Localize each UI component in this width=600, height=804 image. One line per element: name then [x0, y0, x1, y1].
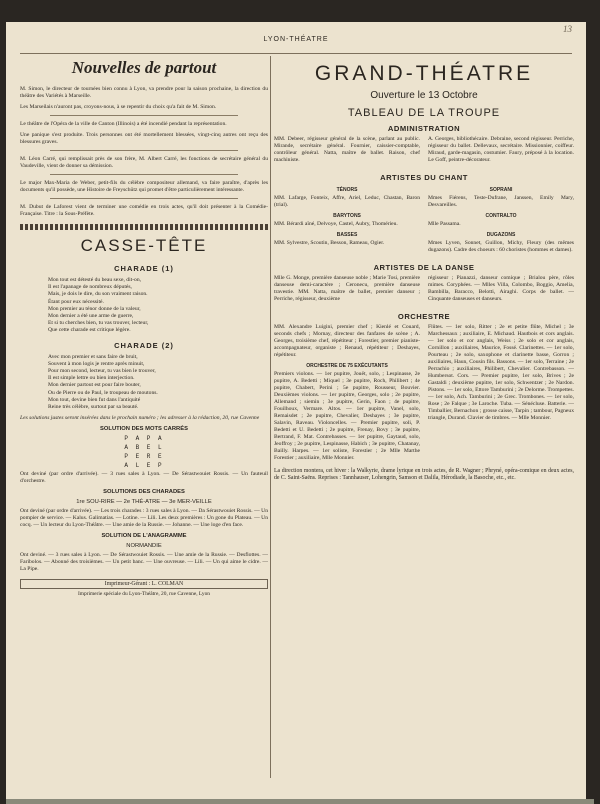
- admin-right: A. Georges, bibliothécaire. Debraine, second régisseur. Perriche, régisseur du ballet. Dellevaux, secrétaire. Missionnier, coiffeur. Miraud, garde-magasin, costumier. Faury, préposé à la location. Le Goff, peintre-décorateur.: [428, 136, 574, 163]
- separator: [50, 115, 238, 116]
- charade1-line: Il est l'apanage de nombreux députés,: [48, 284, 132, 291]
- charade2-line: Ou de Pierre ou de Paul, le troupeau de moutons.: [48, 389, 158, 396]
- danse-left: Mlle G. Monge, première danseuse noble ; Marie Tosi, première danseuse demi-caractère ; Ceronecu, première danseuse travestie. MM. Natta, maître de ballet, premier danseur ; Perriche, régisseur, deuxième: [274, 275, 420, 302]
- orchestre-columns: [274, 324, 574, 466]
- charade1-line: Étant pour eux nécessité.: [48, 298, 104, 305]
- nouvelle-paragraph: Le major Max-Maria de Weber, petit-fils du célèbre compositeur allemand, va faire paraître, d'après les documents qu'il possède, une Histoire de Freyschütz qui promet d'être particulièrement intéressante.: [20, 180, 268, 193]
- basses-list: MM. Sylvestre, Scoutin, Besson, Rameau, Ogier.: [274, 240, 385, 246]
- orchestre-detail: Premiers violons. — 1er pupitre, Jouët, solo, ; Lespinasse, 2e pupitre, A. Bedetti ; Miquel ; 3e pupitre, Roch, Philibert ; 4e pupitre, Chabert, Perini ; 5e pupitre, Rousseur, Bouvier. Deuxièmes violons. — 1er pupitre, Georges, solo ; 2e pupitre, Allemand ; siemin ; 3e pupitre, Gerin, Faon ; 4e pupitre, Fouilhoux, Vermare. Altos. — 1er pupitre, Vanel, solo, Remaisdet ; 2e pupitre, Chevalier, Deshayes ; 3e pupitre, Salavin, Raveau. Violoncelles. — Premier pupitre, soli, P. Bedetti et U. Bedetti ; 2e pupitre, Frenay, Bovy ; 3e pupitre, Bertrand, F. Mat. Contrebasses. — 1er pupitre, Gaytaud, solo, Jeoffroy ; 2e pupitre, Lespinasse, Habich ; 3e pupitre, Chatanay, Bailly. Harpes. — 1er soliste, Forestier ; 2e Mlle Marthe Forestier ; auxiliaire, Mlle Monnier.: [274, 371, 420, 461]
- charade1-line: Mon dernier a été une arme de guerre,: [48, 313, 134, 320]
- charade2-line: Il est simple lettre ou bien interjection.: [48, 375, 135, 382]
- contralto-list: Mlle Passama.: [428, 221, 461, 227]
- dugazons-label: DUGAZONS: [486, 232, 516, 238]
- charade2-line: Pour mon second, lecteur, tu vas bien le trouver,: [48, 368, 156, 375]
- sol-charades-title: SOLUTIONS DES CHARADES: [103, 489, 185, 496]
- casse-tete-title: CASSE-TÊTE: [80, 236, 208, 255]
- admin-title: ADMINISTRATION: [387, 124, 461, 133]
- tenors-label: TÉNORS: [336, 187, 358, 193]
- charade1-line: Que cette charade est critique légère.: [48, 327, 131, 334]
- dugazons-list: Mmes Lyven, Sonnet, Guillon, Michy, Fleury (des mêmes dugazons). Cadre des choeurs : 60 choristes (hommes et dames).: [428, 240, 574, 253]
- direction-paragraph: La direction montera, cet hiver : la Walkyrie, drame lyrique en trois actes, de R. Wagner ; Phryné, opéra-comique en deux actes, de C. Saint-Saëns. Reprises : Tannhauser, Lohengrin, Samson et Dalila, Hérodiade, la Basoche, etc., etc.: [274, 468, 574, 482]
- grand-theatre-title: GRAND-THÉATRE: [314, 62, 534, 85]
- scan-edge: [6, 799, 594, 804]
- orchestre-right: Flûtes. — 1er solo, Ritter ; 2e et petite flûte, Michel ; 3e Marchessaux ; auxiliaire, E. Michaud. Hautbois et cors anglais. — 1er solo et cor anglais, Weiss ; 2e solo et cor anglais, Cornillon ; auxiliaires, Maurice, Fossé. Clarinettes. — 1er solo, Pourteau ; 2e solo, saxophone et clarinette basse, Gorron ; auxiliaires, Haun, Cousin fils. Bassons. — 1er solo, Terraine ; 2e Perrachio ; auxiliaires, Philibert, Chevalier. Contrebasson. — Humbersot. Cors. — Premier pupitre, 1er solo, Brives ; 2e Gastaldi ; deuxième pupitre, 1er solo, Schwentzer ; 2e Nardon. Pistons. — 1er solo, Ettore Tamburini ; 2e Delorme. Trompettes. — 1er solo, Ach. Tamburini ; 2e Grec. Trombones. — 1er solo, Rose ; 2e Falque ; 3e Laroche. Tuba. — Sénécluse. Batterie. — Timballier, Bernachon ; grosse caisse, Tarpin ; tambour, Pagneux triangle, Durand. Clavier de timbres. — Mlle Monnier.: [428, 324, 574, 421]
- newspaper-page: [6, 22, 586, 800]
- sol-charades-head: 1re SOU-RIRE — 2e THÉ-ATRE — 3e MER-VEILLE: [76, 499, 212, 506]
- running-head: LYON-THÉATRE: [263, 36, 329, 43]
- sol-anagramme-title: SOLUTION DE L'ANAGRAMME: [101, 533, 187, 540]
- header-rule: [20, 53, 572, 54]
- charade2-line: Reine très célèbre, surtout par sa beauté.: [48, 404, 139, 411]
- danse-title: ARTISTES DE LA DANSE: [373, 263, 475, 272]
- orchestre-chefs: MM. Alexandre Luigini, premier chef ; Kienlé et Couard, seconds chefs ; Mornay, directeur des fanfares de scène ; A. Georges, troisième chef, répétiteur ; Forestier, premier pianiste-accompagnateur, organiste ; Renaud, répétiteur ; Deshayes, répétiteur.: [274, 324, 420, 358]
- nouvelle-paragraph: Une panique s'est produite. Trois personnes ont été mortellement blessées, vingt-cinq autres ont reçu des blessures graves.: [20, 132, 268, 145]
- troupe-title: TABLEAU DE LA TROUPE: [347, 107, 501, 119]
- charade1-line: Mon tout est détesté du beau sexe, dit-on,: [48, 277, 142, 283]
- sol-mots-text: Ont deviné (par ordre d'arrivée). — 3 rues sales à Lyon. — De Sérastwouiet Rossis. — Un fauteuil d'orchestre.: [20, 471, 268, 485]
- chant-title: ARTISTES DU CHANT: [380, 173, 468, 182]
- imprimeur-box: Imprimeur-Gérant : L. COLMAN: [20, 579, 268, 589]
- word-grid-row: A L E P: [124, 462, 164, 470]
- nouvelles-title: Nouvelles de partout: [71, 58, 217, 77]
- nouvelle-paragraph: Le théâtre de l'Opéra de la ville de Canton (Illinois) a été incendié pendant la représentation.: [20, 121, 227, 127]
- chant-columns: [274, 185, 574, 258]
- charade1-line: Mon premier au ténor donne de la valeur,: [48, 305, 141, 312]
- basses-label: BASSES: [336, 232, 358, 238]
- charade2-line: Avec mon premier et sans faire de bruit,: [48, 353, 138, 360]
- separator: [50, 150, 238, 151]
- charade2-title: CHARADE (2): [114, 340, 174, 350]
- left-column: [20, 56, 268, 597]
- column-divider: [270, 56, 271, 778]
- barytons-label: BARYTONS: [333, 213, 361, 219]
- tenors-list: MM. Lafarge, Fonteix, Affre, Ariel, Leduc, Chastan, Baron (trial).: [274, 195, 420, 208]
- admin-left: MM. Debeer, régisseur général de la scène, parlant au public. Mirande, secrétaire général. Fournier, caissier-comptable, contrôleur général. Natta, maître de ballet. Raison, chef machiniste.: [274, 136, 420, 163]
- right-column: [274, 56, 574, 484]
- orchestre-75-title: ORCHESTRE DE 75 EXÉCUTANTS: [306, 363, 388, 369]
- danse-right: régisseur ; Pianazzi, danseur comique ; Brialou père, rôles mimes. Coryphées. — Mlles Villa, Colombo, Boggio, Amelia, Bambilla, Baracco, Belotti, Airaghi. Corps de ballet. — Cinquante danseuses et danseurs.: [428, 275, 574, 302]
- sol-mots-title: SOLUTION DES MOTS CARRÉS: [100, 426, 188, 433]
- admin-columns: [274, 136, 574, 168]
- contralto-label: CONTRALTO: [485, 213, 517, 219]
- sol-anagramme-text: Ont deviné. — 3 rues sales à Lyon. — De Sérastwouiet Rossis. — Une amie de la Russie. — Desflottes. — Faribolos. — Abonné des troisièmes. — Un petit banc. — Une ouvreuse. — Lili. — Un qui aime le cidre. — La Pipe.: [20, 552, 268, 573]
- charade2-line: Mon tout, devine bien fut dans l'antiquité: [48, 396, 141, 403]
- charade2-line: Mon dernier partout est pour faire bouter,: [48, 382, 141, 389]
- imprimerie-line: Imprimerie spéciale du Lyon-Théâtre, 20, rue Cavenne, Lyon: [77, 591, 211, 598]
- word-grid-row: P E R E: [124, 453, 164, 461]
- word-grid-row: P A P A: [124, 435, 164, 443]
- barytons-list: MM. Bérardi aîné, Delvoye, Castel, Aubry, Thomérieu.: [274, 221, 398, 227]
- ornamental-border: [20, 224, 268, 230]
- charade1-line: Et si tu cherches bien, tu vas trouver, lecteur,: [48, 320, 149, 327]
- charade2-line: Souvent à mon logis je rentre après minuit,: [48, 360, 145, 367]
- sol-charades-text: Ont deviné (par ordre d'arrivée). — Les trois charades : 3 rues sales à Lyon. — Da Sérastwouiet Rossis. — Un pompier de service. — Kalus. Galimatias. — Lotine. — Lili. Les deux premières : Un gone du Plateau. — Un cocq. — Un lecteur du Lyon-Théâtre. — Une amie de la Russie. — Johanne. — Une loge d'en face.: [20, 508, 268, 529]
- soprani-label: SOPRANI: [489, 187, 513, 193]
- nouvelle-paragraph: Les Marseilais n'auront pas, croyons-nous, à se repentir du choix qu'a fait de M. Simon.: [20, 104, 217, 110]
- separator: [50, 198, 238, 199]
- nouvelle-paragraph: M. Simon, le directeur de tournées bien connu à Lyon, va prendre pour la saison prochaine, la direction du théâtre des Variétés à Marseille.: [20, 86, 268, 99]
- charade1-line: Mais, je dois le dire, du son vraiment raison.: [48, 291, 148, 298]
- sol-anagramme-word: NORMANDIE: [126, 543, 162, 550]
- ouverture-date: Ouverture le 13 Octobre: [370, 90, 478, 101]
- nouvelle-paragraph: M. Dubut de Laforest vient de terminer une comédie en trois actes, qu'il doit présenter à la Comédie-Française. Titre : la Sous-Préfète.: [20, 204, 268, 217]
- danse-columns: [274, 275, 574, 307]
- separator: [50, 174, 238, 175]
- orchestre-title: ORCHESTRE: [397, 312, 451, 321]
- solutions-note: Les solutions justes seront insérées dans le prochain numéro ; les adresser à la rédaction, 20, rue Cavenne: [20, 415, 260, 422]
- nouvelle-paragraph: M. Léon Carré, qui remplissait près de son frère, M. Albert Carré, les fonctions de secrétaire général du Vaudeville, vient de donner sa démission.: [20, 156, 268, 169]
- soprani-list: Mmes Fiérens, Teste-Dufrane, Janssen, Emily Mary, Desvareilles.: [428, 195, 574, 208]
- page-number: 13: [563, 24, 572, 34]
- word-grid-row: A B E L: [124, 444, 164, 452]
- charade1-title: CHARADE (1): [114, 264, 174, 273]
